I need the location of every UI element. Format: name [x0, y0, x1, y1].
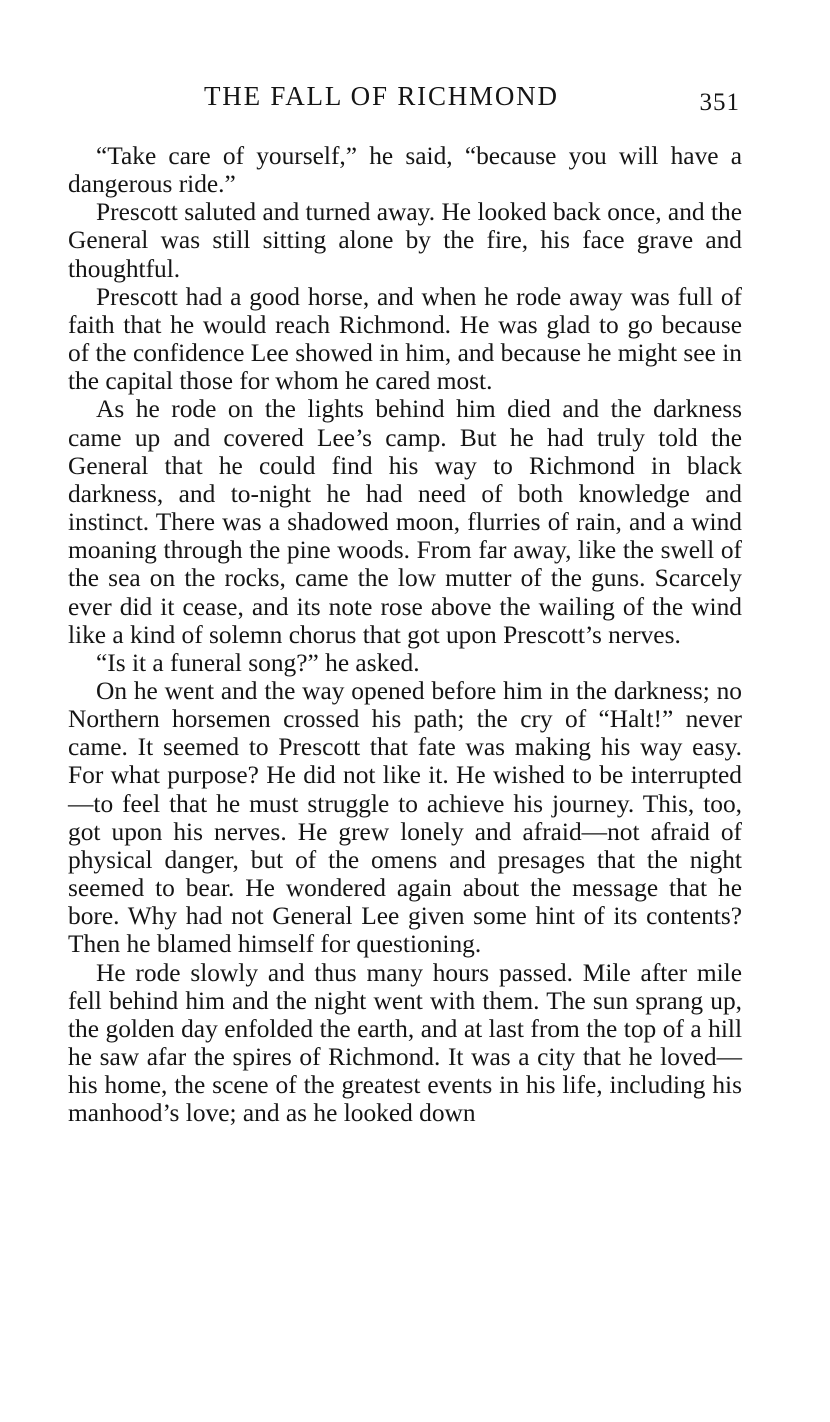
paragraph-good-horse: Prescott had a good horse, and when he rode away was full of faith that he would reach Richmond. He was glad to go because of the confidence Lee showed in him, and because he might see in the capital those for whom he cared most. [68, 282, 742, 396]
paragraph-journey: On he went and the way opened before him in the darkness; no Northern horsemen crossed his path; the cry of “Halt!” never came. It seemed to Prescott that fate was making his way easy. For what purpose? He did not like it. He wished to be interrupted—to feel that he must struggle to achieve his journey. This, too, got upon his nerves. He grew lonely and afraid—not afraid of physical danger, but of the omens and presages that the night seemed to bear. He wondered again about the message that he bore. Why had not General Lee given some hint of its contents? Then he blamed himself for questioning. [68, 676, 742, 959]
paragraph-farewell: “Take care of yourself,” he said, “because you will have a dangerous ride.” [68, 142, 742, 199]
running-title: THE FALL OF RICHMOND [204, 81, 559, 111]
paragraph-salute: Prescott saluted and turned away. He looked back once, and the General was still sitting alone by the fire, his face grave and thoughtful. [68, 198, 742, 283]
paragraph-funeral-song: “Is it a funeral song?” he asked. [96, 648, 420, 677]
paragraph-richmond: He rode slowly and thus many hours passed. Mile after mile fell behind him and the night went with them. The sun sprang up, the golden day enfolded the earth, and at last from the top of a hill he saw afar the spires of Richmond. It was a city that he loved—his home, the scene of the greatest events in his life, including his manhood’s love; and as he looked down [68, 958, 742, 1128]
paragraph-darkness: As he rode on the lights behind him died and the darkness came up and covered Lee’s camp. But he had truly told the General that he could find his way to Richmond in black darkness, and to-night he had need of both knowledge and instinct. There was a shadowed moon, flurries of rain, and a wind moaning through the pine woods. From far away, like the swell of the sea on the rocks, came the low mutter of the guns. Scarcely ever did it cease, and its note rose above the wailing of the wind like a kind of solemn chorus that got upon Prescott’s nerves. [68, 395, 742, 649]
body-text [68, 142, 742, 1127]
page-number: 351 [699, 89, 740, 116]
running-head [68, 80, 740, 116]
